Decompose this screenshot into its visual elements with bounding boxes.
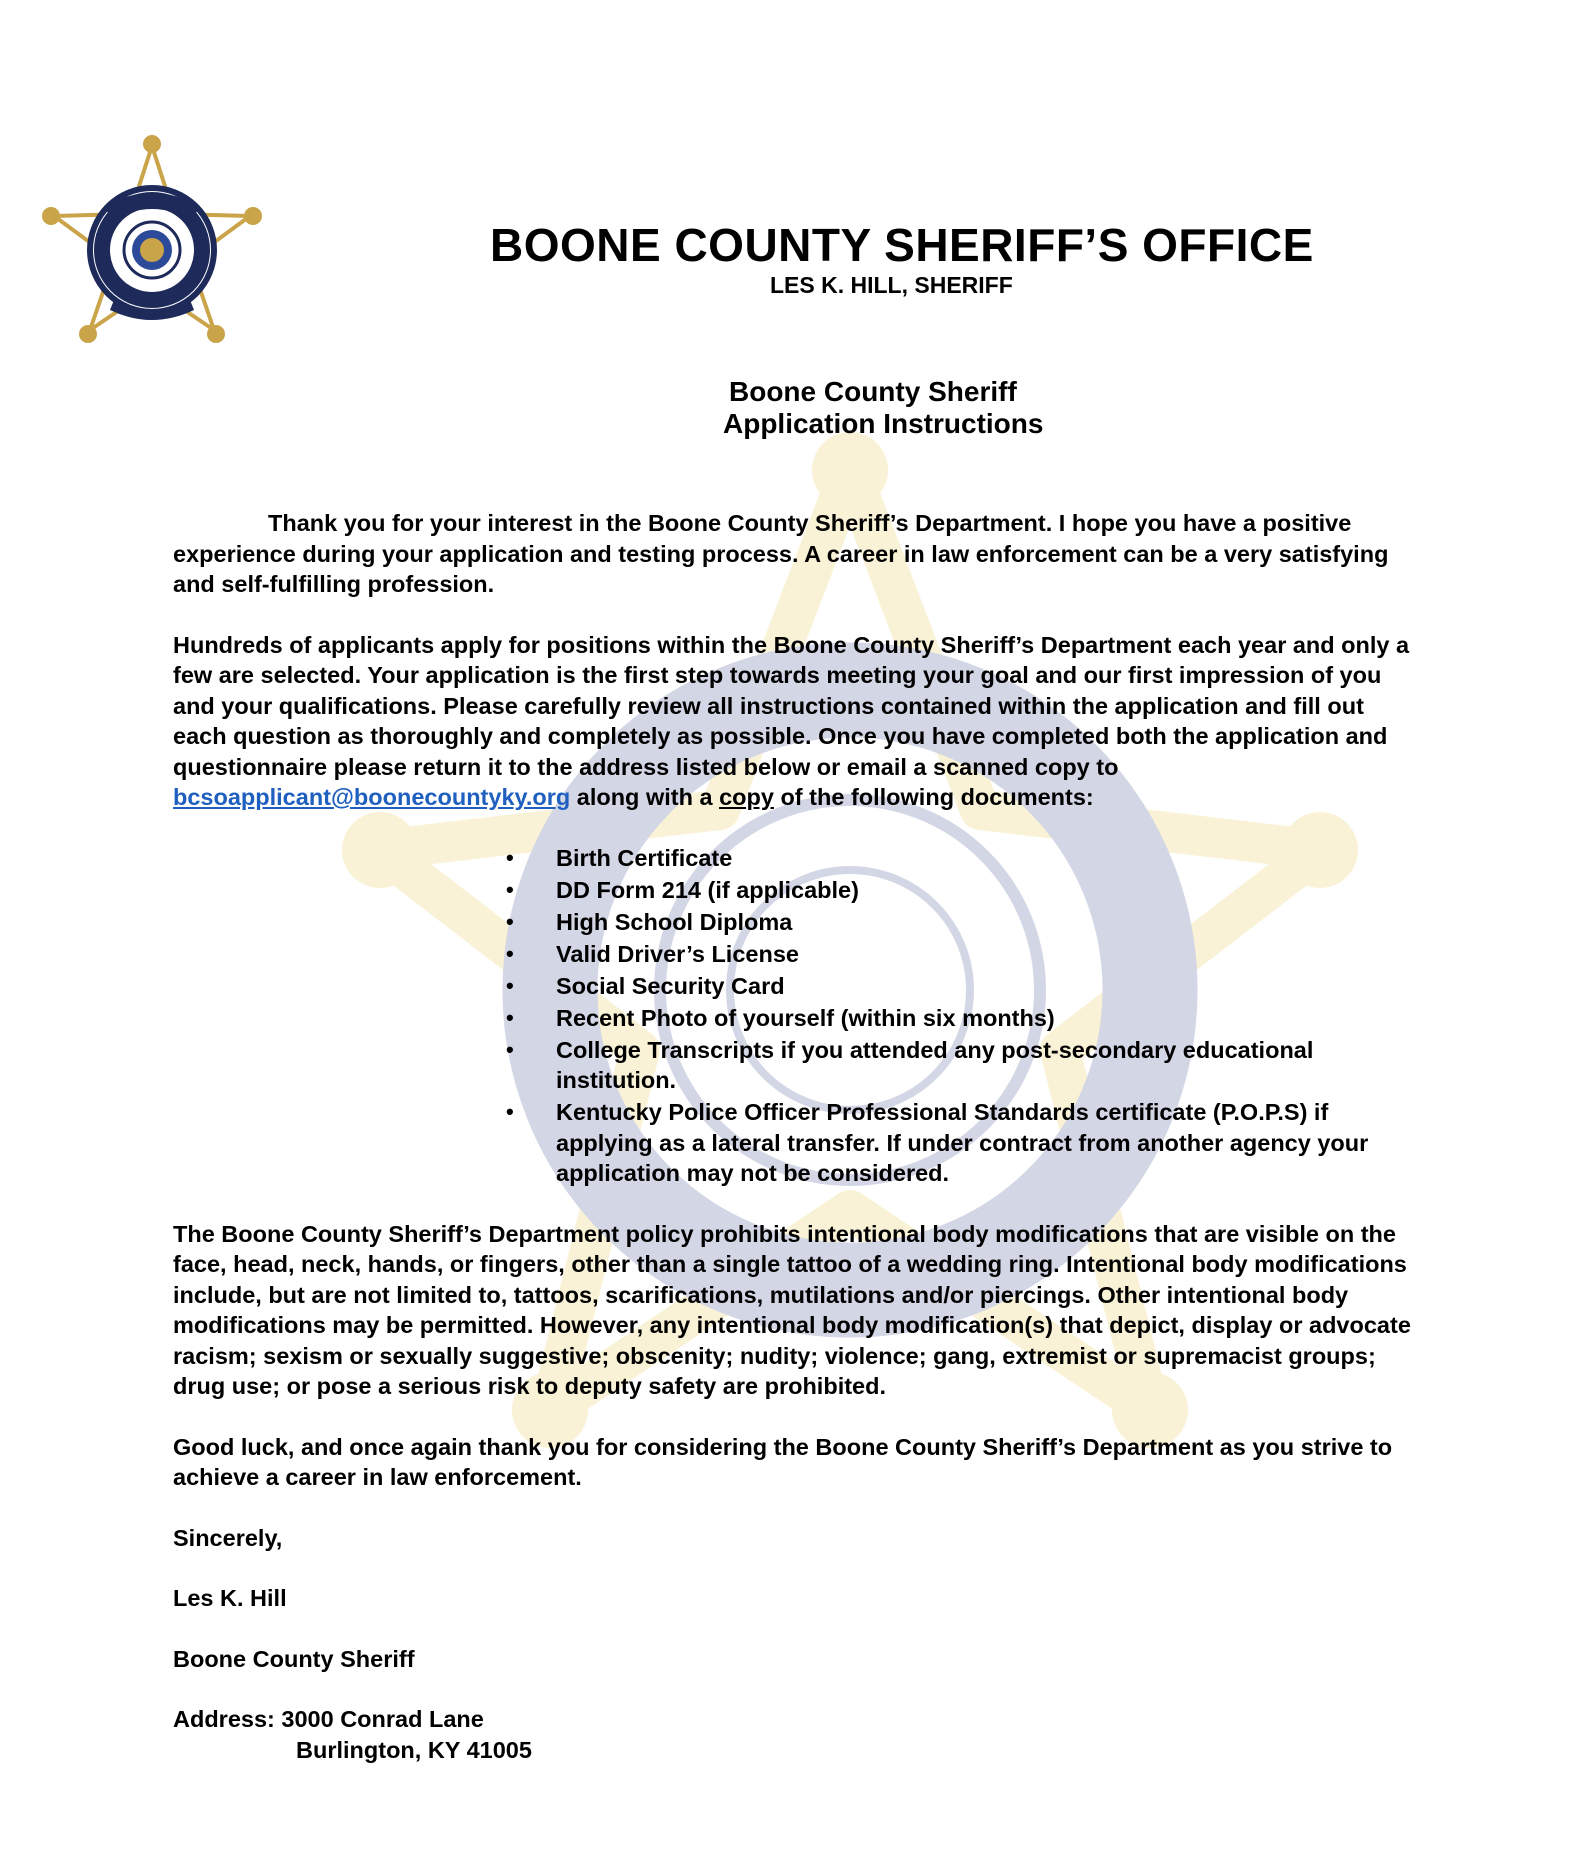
list-item [506, 939, 1426, 970]
closing-paragraph: Good luck, and once again thank you for considering the Boone County Sheriff’s Department as you strive to achieve a career in law enforcement. [173, 1433, 1393, 1490]
list-item-text: DD Form 214 (if applicable) [556, 876, 859, 903]
bullet-icon: • [506, 1099, 514, 1124]
application-text-cont: along with a [570, 784, 720, 810]
salutation: Sincerely, [173, 1524, 283, 1551]
bullet-icon: • [506, 1036, 514, 1062]
document-title-line1: Boone County Sheriff [729, 376, 1017, 407]
copy-underlined-word: copy [719, 784, 774, 810]
list-item [506, 907, 1426, 938]
document-title-line2: Application Instructions [723, 408, 1044, 439]
list-item [506, 1035, 1426, 1096]
intro-text: Thank you for your interest in the Boone County Sheriff’s Department. I hope you have a positive experience during your application and testing process. A career in law enforcement can be a very satisfying and self-fulfilling profession. [173, 510, 1389, 597]
bullet-icon: • [506, 844, 514, 870]
list-item-text: Valid Driver’s License [556, 940, 799, 967]
signer-title: Boone County Sheriff [173, 1645, 415, 1672]
bullet-icon: • [506, 972, 514, 998]
list-item [506, 843, 1426, 874]
address-line-1: Address: 3000 Conrad Lane [173, 1706, 484, 1732]
letter-body [173, 508, 1413, 1765]
signature-block [173, 1523, 1413, 1766]
signer-name: Les K. Hill [173, 1585, 287, 1611]
application-paragraph [173, 630, 1413, 813]
policy-paragraph: The Boone County Sheriff’s Department policy prohibits intentional body modifications that are visible on the face, head, neck, hands, or fingers, other than a single tattoo of a wedding ring. Intentional body modifications include, but are not limited to, tattoos, scarifications, mutilations and/or piercings. Other intentional body modifications may be permitted. However, any intentional body modification(s) that depict, display or advocate racism; sexism or sexually suggestive; obscenity; nudity; violence; gang, extremist or supremacist groups; drug use; or pose a serious risk to deputy safety are prohibited. [173, 1220, 1411, 1399]
list-item [506, 1003, 1426, 1034]
list-item-text: Birth Certificate [556, 844, 733, 871]
sheriff-name-subheading: LES K. HILL, SHERIFF [770, 272, 1013, 298]
list-item-text: College Transcripts if you attended any post-secondary educational institution. [556, 1036, 1314, 1093]
application-text-end: of the following documents: [773, 784, 1094, 810]
list-item-text: Kentucky Police Officer Professional Standards certificate (P.O.P.S) if applying as a lateral transfer. If under contract from another agency your application may not be considered. [556, 1099, 1369, 1186]
list-item-text: High School Diploma [556, 908, 793, 935]
application-text: Hundreds of applicants apply for positions within the Boone County Sheriff’s Department each year and only a few are selected. Your application is the first step towards meeting your goal and our first impression of you and your qualifications. Please carefully review all instructions contained within the application and fill out each question as thoroughly and completely as possible. Once you have completed both the application and questionnaire please return it to the address listed below or email a scanned copy to [173, 631, 1410, 780]
list-item-text: Recent Photo of yourself (within six months) [556, 1004, 1055, 1031]
bullet-icon: • [506, 876, 514, 902]
bullet-icon: • [506, 1004, 514, 1030]
office-name-heading: BOONE COUNTY SHERIFF’S OFFICE [490, 219, 1314, 271]
applicant-email-link[interactable]: bcsoapplicant@boonecountyky.org [173, 784, 571, 810]
list-item-text: Social Security Card [556, 972, 785, 999]
list-item [506, 971, 1426, 1002]
bullet-icon: • [506, 940, 514, 966]
sheriff-star-badge-icon [42, 132, 270, 350]
bullet-icon: • [506, 908, 514, 934]
intro-paragraph [173, 508, 1413, 600]
address-line-2: Burlington, KY 41005 [296, 1736, 532, 1763]
required-documents-list [173, 843, 1426, 1189]
list-item [506, 1097, 1426, 1189]
list-item [506, 875, 1426, 906]
